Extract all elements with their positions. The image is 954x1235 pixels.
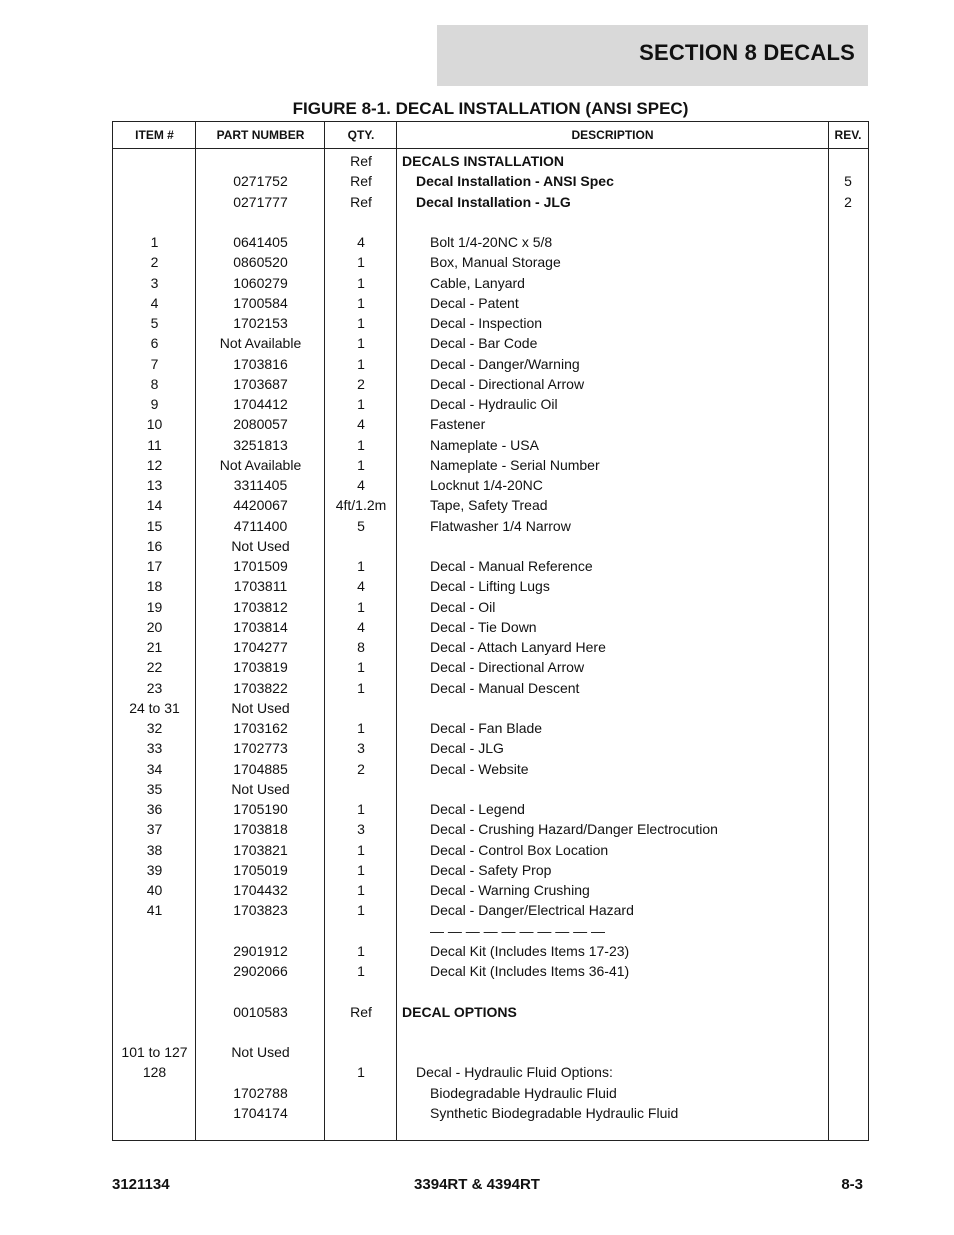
qty-cell: 8 — [357, 639, 365, 655]
description-cell: Box, Manual Storage — [430, 254, 561, 271]
item-cell — [113, 1022, 196, 1042]
description-cell: Decal - Hydraulic Oil — [430, 396, 558, 412]
rev-cell — [828, 1042, 868, 1062]
item-cell: 33 — [146, 740, 163, 757]
part-number-cell: 1703162 — [233, 720, 288, 736]
rev-cell — [828, 333, 868, 353]
rev-cell — [828, 394, 868, 414]
rev-cell — [828, 941, 868, 961]
qty-cell: 4 — [357, 578, 365, 595]
qty-cell: 1 — [357, 679, 365, 696]
part-number-cell: Not Used — [231, 537, 290, 554]
description-cell: Decal - Inspection — [430, 315, 543, 331]
qty-cell: 4 — [357, 234, 365, 250]
qty-cell: 1 — [357, 1064, 365, 1081]
item-cell: 19 — [146, 598, 163, 615]
description-cell: Decal Installation - ANSI Spec — [416, 173, 614, 190]
description-cell: Flatwasher 1/4 Narrow — [430, 517, 571, 534]
part-number-cell: 1702788 — [233, 1084, 288, 1101]
description-cell: Decal - Hydraulic Fluid Options: — [416, 1064, 613, 1081]
qty-cell: 1 — [357, 436, 365, 453]
item-cell: 8 — [150, 375, 159, 392]
part-number-cell: 1701509 — [233, 558, 288, 574]
part-number-cell — [196, 1062, 325, 1082]
rev-cell — [828, 981, 868, 1001]
description-cell — [397, 1022, 833, 1042]
item-cell — [113, 941, 196, 961]
item-cell: 11 — [147, 436, 162, 453]
item-cell: 34 — [146, 760, 163, 777]
rev-cell — [828, 657, 868, 677]
description-cell: Decal - Attach Lanyard Here — [430, 639, 606, 655]
qty-cell: 1 — [357, 355, 365, 372]
figure-title: FIGURE 8-1. DECAL INSTALLATION (ANSI SPEC) — [292, 99, 689, 118]
rev-cell — [828, 698, 868, 718]
item-cell — [113, 1002, 196, 1022]
description-cell: Decal Kit (Includes Items 36-41) — [430, 963, 630, 979]
qty-cell: 2 — [357, 760, 365, 777]
item-cell: 22 — [146, 659, 163, 676]
qty-cell — [325, 1083, 397, 1103]
item-cell: 101 to 127 — [121, 1044, 188, 1060]
rev-cell — [828, 597, 868, 617]
qty-cell: 1 — [357, 254, 365, 271]
part-number-cell: 1703687 — [233, 375, 288, 392]
item-cell: 17 — [146, 558, 163, 574]
rev-cell — [828, 536, 868, 556]
description-cell: Decal - Directional Arrow — [430, 375, 585, 392]
column-header-item: ITEM # — [135, 128, 174, 142]
part-number-cell: Not Used — [231, 699, 290, 716]
part-number-cell: 4711400 — [233, 517, 288, 534]
qty-cell: Ref — [350, 153, 372, 169]
description-cell: Decal - Patent — [430, 294, 519, 311]
description-cell: Decal - Danger/Electrical Hazard — [430, 902, 634, 919]
rev-cell — [828, 556, 868, 576]
description-cell: Decal - Website — [430, 760, 529, 777]
part-number-cell: 2901912 — [233, 942, 288, 959]
column-header-qty: QTY. — [347, 128, 375, 142]
description-cell: Synthetic Biodegradable Hydraulic Fluid — [430, 1104, 679, 1121]
description-cell: Decal - Control Box Location — [430, 841, 609, 858]
description-cell: — — — — — — — — — — — [430, 922, 606, 939]
item-cell — [113, 171, 196, 191]
part-number-cell: 0010583 — [233, 1003, 288, 1020]
description-cell: Decal - Tie Down — [430, 618, 537, 635]
item-cell: 41 — [146, 902, 163, 919]
description-cell — [397, 536, 861, 556]
part-number-cell: 1704432 — [233, 882, 288, 898]
footer-model: 3394RT & 4394RT — [414, 1176, 540, 1193]
qty-cell: 1 — [357, 841, 365, 858]
description-cell: Decal - Warning Crushing — [430, 882, 590, 898]
rev-cell — [828, 637, 868, 657]
rev-cell — [828, 880, 868, 900]
description-cell — [397, 698, 861, 718]
description-cell — [397, 212, 833, 232]
description-cell: DECAL OPTIONS — [402, 1003, 517, 1020]
part-number-cell: 1704174 — [233, 1104, 288, 1121]
description-cell: Nameplate - USA — [430, 436, 539, 453]
qty-cell: 1 — [357, 315, 365, 331]
part-number-cell: 4420067 — [233, 497, 288, 514]
item-cell — [113, 921, 196, 941]
description-cell: Decal - Directional Arrow — [430, 659, 585, 676]
qty-cell: 1 — [357, 963, 365, 979]
qty-cell — [325, 536, 397, 556]
part-number-cell: 1703822 — [233, 679, 288, 696]
footer-manual-number: 3121134 — [112, 1176, 170, 1193]
qty-cell: Ref — [350, 1003, 372, 1020]
rev-cell — [828, 738, 868, 758]
item-cell: 37 — [146, 821, 163, 838]
part-number-cell: 1703821 — [233, 841, 288, 858]
description-cell: Cable, Lanyard — [430, 274, 525, 291]
item-cell: 2 — [150, 254, 159, 271]
item-cell — [113, 961, 196, 981]
qty-cell: 4 — [357, 477, 365, 493]
part-number-cell: 1703819 — [233, 659, 288, 676]
rev-cell — [828, 576, 868, 596]
qty-cell: 5 — [357, 517, 365, 534]
description-cell: Decal Installation - JLG — [416, 193, 571, 210]
part-number-cell — [196, 981, 325, 1001]
description-cell: Locknut 1/4-20NC — [430, 477, 543, 493]
qty-cell: 1 — [357, 882, 365, 898]
item-cell — [113, 1103, 196, 1123]
part-number-cell: Not Available — [219, 456, 302, 473]
qty-cell: 1 — [357, 942, 365, 959]
description-cell: Biodegradable Hydraulic Fluid — [430, 1084, 617, 1101]
qty-cell — [325, 779, 397, 799]
qty-cell: 1 — [357, 456, 365, 473]
description-cell: Decal - Oil — [430, 598, 496, 615]
qty-cell: 4 — [357, 618, 365, 635]
description-cell: Decal - Lifting Lugs — [430, 578, 550, 595]
part-number-cell — [196, 921, 325, 941]
rev-cell — [828, 414, 868, 434]
qty-cell: 1 — [357, 294, 365, 311]
qty-cell: Ref — [350, 193, 372, 210]
item-cell: 24 to 31 — [129, 699, 180, 716]
item-cell: 128 — [142, 1064, 167, 1081]
description-cell: Decal - Manual Reference — [430, 558, 593, 574]
column-header-rev: REV. — [834, 128, 862, 142]
section-header-box — [437, 25, 868, 86]
description-cell: Decal - Fan Blade — [430, 720, 543, 736]
part-number-cell: Not Used — [231, 1044, 290, 1060]
rev-cell — [828, 961, 868, 981]
item-cell: 4 — [150, 294, 159, 311]
rev-cell — [828, 759, 868, 779]
column-header-description: DESCRIPTION — [571, 128, 654, 142]
rev-cell — [828, 779, 868, 799]
part-number-cell: 0860520 — [233, 254, 288, 271]
part-number-cell: 1702153 — [233, 315, 288, 331]
part-number-cell: 1702773 — [233, 740, 288, 757]
qty-cell: 4 — [357, 416, 365, 433]
rev-cell — [828, 151, 868, 171]
column-header-part-number: PART NUMBER — [216, 128, 305, 142]
part-number-cell: 1700584 — [233, 294, 288, 311]
description-cell: Decal - JLG — [430, 740, 504, 757]
part-number-cell: 1704885 — [233, 760, 288, 777]
description-cell: Tape, Safety Tread — [430, 497, 548, 514]
qty-cell — [325, 698, 397, 718]
rev-cell — [828, 435, 868, 455]
qty-cell: 1 — [357, 598, 365, 615]
item-cell — [113, 981, 196, 1001]
part-number-cell: 1705190 — [233, 801, 288, 817]
rev-cell — [828, 374, 868, 394]
item-cell: 16 — [146, 537, 163, 554]
qty-cell: 1 — [357, 902, 365, 919]
item-cell: 35 — [146, 780, 163, 797]
item-cell: 7 — [150, 355, 159, 372]
description-cell — [397, 981, 833, 1001]
part-number-cell: 1060279 — [233, 274, 288, 291]
item-cell: 23 — [146, 679, 163, 696]
qty-cell: 1 — [357, 801, 365, 817]
item-cell: 20 — [146, 618, 163, 635]
description-cell: Bolt 1/4-20NC x 5/8 — [430, 234, 553, 250]
rev-cell — [828, 718, 868, 738]
description-cell: DECALS INSTALLATION — [402, 153, 565, 169]
rev-cell — [828, 354, 868, 374]
item-cell: 40 — [146, 882, 163, 898]
item-cell — [113, 151, 196, 171]
item-cell: 13 — [146, 477, 163, 493]
rev-cell — [828, 921, 868, 941]
part-number-cell: 3311405 — [233, 477, 288, 493]
description-cell: Decal - Legend — [430, 801, 525, 817]
qty-cell: 1 — [357, 720, 365, 736]
part-number-cell: Not Available — [219, 335, 302, 352]
rev-cell — [828, 455, 868, 475]
part-number-cell: Not Used — [231, 780, 290, 797]
part-number-cell — [196, 151, 325, 171]
qty-cell: 1 — [357, 274, 365, 291]
description-cell: Decal - Manual Descent — [430, 679, 580, 696]
part-number-cell: 3251813 — [233, 436, 288, 453]
rev-cell — [828, 516, 868, 536]
description-cell: Decal - Crushing Hazard/Danger Electrocution — [430, 821, 718, 838]
header-divider — [113, 148, 868, 149]
qty-cell — [325, 981, 397, 1001]
item-cell: 5 — [150, 315, 159, 331]
rev-cell: 5 — [844, 173, 852, 190]
qty-cell — [325, 1103, 397, 1123]
rev-cell — [828, 293, 868, 313]
description-cell: Fastener — [430, 416, 486, 433]
rev-cell — [828, 860, 868, 880]
qty-cell: 1 — [357, 861, 365, 878]
item-cell: 6 — [150, 335, 159, 352]
part-number-cell — [196, 1022, 325, 1042]
item-cell: 38 — [146, 841, 163, 858]
rev-cell — [828, 900, 868, 920]
description-cell: Nameplate - Serial Number — [430, 456, 600, 473]
rev-cell — [828, 1103, 868, 1123]
rev-cell — [828, 475, 868, 495]
rev-cell — [828, 819, 868, 839]
item-cell — [113, 192, 196, 212]
item-cell: 1 — [150, 234, 159, 250]
qty-cell: 1 — [357, 558, 365, 574]
qty-cell: 1 — [357, 396, 365, 412]
rev-cell: 2 — [844, 193, 852, 210]
item-cell — [113, 212, 196, 232]
qty-cell: 3 — [357, 740, 365, 757]
item-cell: 15 — [146, 517, 163, 534]
item-cell — [113, 1083, 196, 1103]
rev-cell — [828, 252, 868, 272]
part-number-cell: 1703818 — [233, 821, 288, 838]
qty-cell: 1 — [357, 659, 365, 676]
qty-cell: 3 — [357, 821, 365, 838]
description-cell: Decal - Danger/Warning — [430, 355, 580, 372]
qty-cell: Ref — [350, 173, 372, 190]
description-cell — [397, 779, 861, 799]
item-cell: 18 — [146, 578, 163, 595]
rev-cell — [828, 840, 868, 860]
part-number-cell — [196, 212, 325, 232]
part-number-cell: 1703812 — [233, 598, 288, 615]
qty-cell — [325, 1022, 397, 1042]
part-number-cell: 1703816 — [233, 355, 288, 372]
rev-cell — [828, 1062, 868, 1082]
part-number-cell: 0271752 — [233, 173, 288, 190]
qty-cell — [325, 212, 397, 232]
rev-cell — [828, 617, 868, 637]
rev-cell — [828, 1002, 868, 1022]
rev-cell — [828, 1083, 868, 1103]
footer-page-number: 8-3 — [841, 1176, 863, 1193]
part-number-cell: 1703814 — [233, 618, 288, 635]
part-number-cell: 1705019 — [233, 861, 288, 878]
parts-table — [112, 121, 869, 1141]
item-cell: 9 — [150, 396, 159, 412]
rev-cell — [828, 1022, 868, 1042]
qty-cell — [325, 1042, 397, 1062]
part-number-cell: 1703823 — [233, 902, 288, 919]
section-title: SECTION 8 DECALS — [639, 40, 855, 65]
rev-cell — [828, 495, 868, 515]
rev-cell — [828, 212, 868, 232]
qty-cell — [325, 921, 397, 941]
part-number-cell: 2080057 — [233, 416, 288, 433]
qty-cell: 2 — [357, 375, 365, 392]
part-number-cell: 1703811 — [233, 578, 288, 595]
item-cell: 10 — [146, 416, 163, 433]
item-cell: 3 — [150, 274, 159, 291]
description-cell: Decal - Safety Prop — [430, 861, 552, 878]
item-cell: 12 — [146, 456, 163, 473]
description-cell: Decal Kit (Includes Items 17-23) — [430, 942, 630, 959]
rev-cell — [828, 678, 868, 698]
item-cell: 32 — [146, 720, 163, 736]
part-number-cell: 2902066 — [233, 963, 288, 979]
part-number-cell: 0641405 — [233, 234, 288, 250]
qty-cell: 4ft/1.2m — [335, 497, 387, 514]
rev-cell — [828, 273, 868, 293]
description-cell: Decal - Bar Code — [430, 335, 538, 352]
rev-cell — [828, 799, 868, 819]
rev-cell — [828, 232, 868, 252]
rev-cell — [828, 313, 868, 333]
item-cell: 36 — [146, 801, 163, 817]
item-cell: 14 — [146, 497, 163, 514]
item-cell: 39 — [146, 861, 163, 878]
part-number-cell: 1704412 — [233, 396, 288, 412]
qty-cell: 1 — [357, 335, 365, 352]
part-number-cell: 1704277 — [233, 639, 288, 655]
description-cell — [397, 1042, 833, 1062]
part-number-cell: 0271777 — [233, 193, 288, 210]
item-cell: 21 — [146, 639, 163, 655]
